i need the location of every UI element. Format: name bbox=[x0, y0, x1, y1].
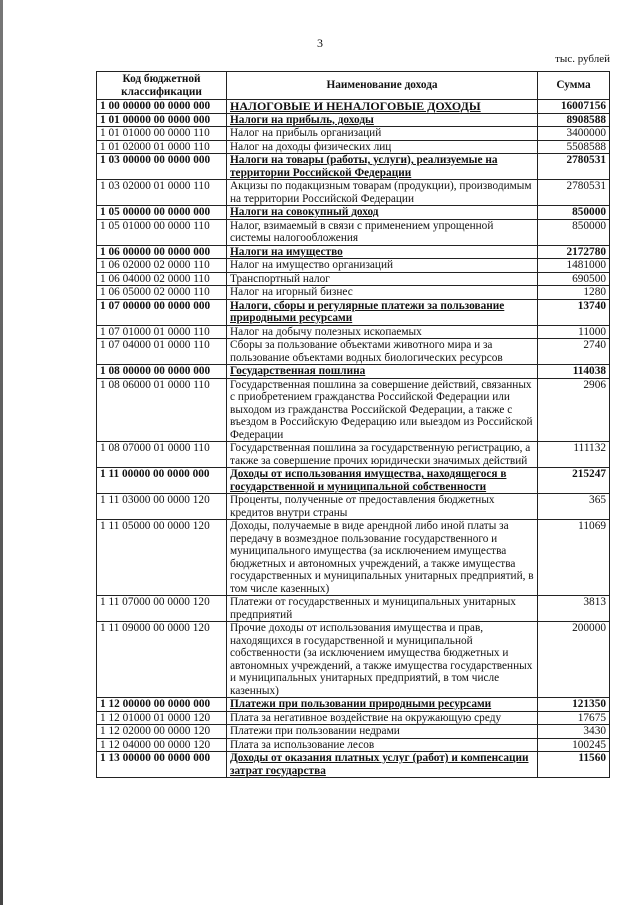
amount-cell: 2780531 bbox=[538, 154, 610, 180]
budget-code-cell: 1 12 02000 00 0000 120 bbox=[97, 725, 227, 739]
amount-cell: 5508588 bbox=[538, 140, 610, 154]
table-header-row bbox=[97, 72, 610, 100]
budget-code-cell: 1 03 02000 01 0000 110 bbox=[97, 180, 227, 206]
table-row bbox=[97, 378, 610, 442]
budget-code-cell: 1 11 07000 00 0000 120 bbox=[97, 596, 227, 622]
revenue-name-cell: НАЛОГОВЫЕ И НЕНАЛОГОВЫЕ ДОХОДЫ bbox=[227, 100, 538, 114]
budget-code-cell: 1 06 00000 00 0000 000 bbox=[97, 245, 227, 259]
revenue-name-cell: Прочие доходы от использования имущества и прав, находящихся в государственной и муниципальной собственности (за исключением имущества бюджетных и автономных учреждений, а также имущества государственных и муниципальных унитарных предприятий, в том числе казенных) bbox=[227, 622, 538, 698]
budget-code-cell: 1 01 02000 01 0000 110 bbox=[97, 140, 227, 154]
table-row bbox=[97, 100, 610, 114]
table-body bbox=[97, 100, 610, 778]
table-row bbox=[97, 596, 610, 622]
header-name: Наименование дохода bbox=[227, 72, 538, 100]
header-sum: Сумма bbox=[538, 72, 610, 100]
header-code: Код бюджетной классификации bbox=[97, 72, 227, 100]
revenue-name-cell: Доходы от использования имущества, находящегося в государственной и муниципальной собственности bbox=[227, 468, 538, 494]
amount-cell: 3813 bbox=[538, 596, 610, 622]
revenue-name-cell: Транспортный налог bbox=[227, 272, 538, 286]
revenue-name-cell: Платежи при пользовании природными ресурсами bbox=[227, 698, 538, 712]
table-row bbox=[97, 245, 610, 259]
revenue-name-cell: Налог на игорный бизнес bbox=[227, 286, 538, 300]
budget-code-cell: 1 12 00000 00 0000 000 bbox=[97, 698, 227, 712]
table-row bbox=[97, 738, 610, 752]
table-row bbox=[97, 468, 610, 494]
budget-code-cell: 1 01 00000 00 0000 000 bbox=[97, 113, 227, 127]
amount-cell: 850000 bbox=[538, 219, 610, 245]
table-row bbox=[97, 140, 610, 154]
revenue-name-cell: Налоги на товары (работы, услуги), реализуемые на территории Российской Федерации bbox=[227, 154, 538, 180]
revenue-name-cell: Государственная пошлина bbox=[227, 365, 538, 379]
revenue-name-cell: Налоги на прибыль, доходы bbox=[227, 113, 538, 127]
amount-cell: 365 bbox=[538, 494, 610, 520]
table-row bbox=[97, 725, 610, 739]
table-row bbox=[97, 299, 610, 325]
table-row bbox=[97, 339, 610, 365]
amount-cell: 1481000 bbox=[538, 259, 610, 273]
table-row bbox=[97, 494, 610, 520]
budget-code-cell: 1 08 07000 01 0000 110 bbox=[97, 442, 227, 468]
budget-code-cell: 1 11 03000 00 0000 120 bbox=[97, 494, 227, 520]
units-label: тыс. рублей bbox=[555, 53, 610, 65]
table-row bbox=[97, 127, 610, 141]
page-edge-shadow bbox=[0, 0, 3, 905]
budget-code-cell: 1 05 00000 00 0000 000 bbox=[97, 206, 227, 220]
table-row bbox=[97, 180, 610, 206]
table-row bbox=[97, 365, 610, 379]
revenue-name-cell: Налог на добычу полезных ископаемых bbox=[227, 325, 538, 339]
table-row bbox=[97, 206, 610, 220]
budget-code-cell: 1 11 09000 00 0000 120 bbox=[97, 622, 227, 698]
amount-cell: 17675 bbox=[538, 711, 610, 725]
table-row bbox=[97, 272, 610, 286]
revenue-name-cell: Доходы от оказания платных услуг (работ) и компенсации затрат государства bbox=[227, 752, 538, 778]
amount-cell: 114038 bbox=[538, 365, 610, 379]
revenue-name-cell: Налоги на совокупный доход bbox=[227, 206, 538, 220]
table-row bbox=[97, 259, 610, 273]
revenue-name-cell: Государственная пошлина за государственную регистрацию, а также за совершение прочих юридически значимых действий bbox=[227, 442, 538, 468]
amount-cell: 16007156 bbox=[538, 100, 610, 114]
amount-cell: 11069 bbox=[538, 520, 610, 596]
amount-cell: 8908588 bbox=[538, 113, 610, 127]
budget-code-cell: 1 12 01000 01 0000 120 bbox=[97, 711, 227, 725]
page-number: 3 bbox=[317, 36, 323, 50]
budget-code-cell: 1 08 00000 00 0000 000 bbox=[97, 365, 227, 379]
budget-code-cell: 1 13 00000 00 0000 000 bbox=[97, 752, 227, 778]
table-row bbox=[97, 113, 610, 127]
revenue-name-cell: Платежи от государственных и муниципальных унитарных предприятий bbox=[227, 596, 538, 622]
table-row bbox=[97, 752, 610, 778]
budget-code-cell: 1 07 00000 00 0000 000 bbox=[97, 299, 227, 325]
revenue-name-cell: Проценты, полученные от предоставления бюджетных кредитов внутри страны bbox=[227, 494, 538, 520]
amount-cell: 200000 bbox=[538, 622, 610, 698]
budget-code-cell: 1 03 00000 00 0000 000 bbox=[97, 154, 227, 180]
revenue-name-cell: Платежи при пользовании недрами bbox=[227, 725, 538, 739]
table-row bbox=[97, 520, 610, 596]
budget-code-cell: 1 00 00000 00 0000 000 bbox=[97, 100, 227, 114]
revenue-name-cell: Сборы за пользование объектами животного мира и за пользование объектами водных биологических ресурсов bbox=[227, 339, 538, 365]
amount-cell: 2780531 bbox=[538, 180, 610, 206]
revenue-name-cell: Акцизы по подакцизным товарам (продукции), производимым на территории Российской Федерации bbox=[227, 180, 538, 206]
table-row bbox=[97, 442, 610, 468]
amount-cell: 850000 bbox=[538, 206, 610, 220]
revenue-name-cell: Плата за негативное воздействие на окружающую среду bbox=[227, 711, 538, 725]
amount-cell: 11560 bbox=[538, 752, 610, 778]
amount-cell: 3430 bbox=[538, 725, 610, 739]
amount-cell: 11000 bbox=[538, 325, 610, 339]
revenue-name-cell: Доходы, получаемые в виде арендной либо иной платы за передачу в возмездное пользование государственного и муниципального имущества (за исключением имущества бюджетных и автономных учреждений, а также имущества государственных и муниципальных унитарных предприятий, в том числе казенных) bbox=[227, 520, 538, 596]
revenue-name-cell: Налог на прибыль организаций bbox=[227, 127, 538, 141]
revenue-name-cell: Налоги на имущество bbox=[227, 245, 538, 259]
amount-cell: 2906 bbox=[538, 378, 610, 442]
table-row bbox=[97, 622, 610, 698]
budget-code-cell: 1 05 01000 00 0000 110 bbox=[97, 219, 227, 245]
table-row bbox=[97, 154, 610, 180]
budget-code-cell: 1 01 01000 00 0000 110 bbox=[97, 127, 227, 141]
table-row bbox=[97, 711, 610, 725]
table-row bbox=[97, 325, 610, 339]
amount-cell: 690500 bbox=[538, 272, 610, 286]
amount-cell: 2172780 bbox=[538, 245, 610, 259]
budget-code-cell: 1 11 05000 00 0000 120 bbox=[97, 520, 227, 596]
revenue-table bbox=[96, 71, 610, 778]
budget-code-cell: 1 06 04000 02 0000 110 bbox=[97, 272, 227, 286]
amount-cell: 13740 bbox=[538, 299, 610, 325]
budget-code-cell: 1 11 00000 00 0000 000 bbox=[97, 468, 227, 494]
budget-code-cell: 1 08 06000 01 0000 110 bbox=[97, 378, 227, 442]
budget-code-cell: 1 06 02000 02 0000 110 bbox=[97, 259, 227, 273]
budget-code-cell: 1 12 04000 00 0000 120 bbox=[97, 738, 227, 752]
revenue-name-cell: Налог, взимаемый в связи с применением упрощенной системы налогообложения bbox=[227, 219, 538, 245]
table-row bbox=[97, 698, 610, 712]
amount-cell: 100245 bbox=[538, 738, 610, 752]
revenue-name-cell: Налоги, сборы и регулярные платежи за пользование природными ресурсами bbox=[227, 299, 538, 325]
revenue-name-cell: Государственная пошлина за совершение действий, связанных с приобретением гражданства Российской Федерации или выходом из гражданства Российской Федерации, а также с въездом в Российскую Федерацию или выездом из Российской Федерации bbox=[227, 378, 538, 442]
amount-cell: 215247 bbox=[538, 468, 610, 494]
revenue-name-cell: Налог на имущество организаций bbox=[227, 259, 538, 273]
revenue-name-cell: Налог на доходы физических лиц bbox=[227, 140, 538, 154]
table-row bbox=[97, 286, 610, 300]
amount-cell: 121350 bbox=[538, 698, 610, 712]
revenue-name-cell: Плата за использование лесов bbox=[227, 738, 538, 752]
amount-cell: 111132 bbox=[538, 442, 610, 468]
amount-cell: 1280 bbox=[538, 286, 610, 300]
budget-code-cell: 1 07 04000 01 0000 110 bbox=[97, 339, 227, 365]
table-row bbox=[97, 219, 610, 245]
amount-cell: 3400000 bbox=[538, 127, 610, 141]
budget-code-cell: 1 06 05000 02 0000 110 bbox=[97, 286, 227, 300]
amount-cell: 2740 bbox=[538, 339, 610, 365]
budget-code-cell: 1 07 01000 01 0000 110 bbox=[97, 325, 227, 339]
